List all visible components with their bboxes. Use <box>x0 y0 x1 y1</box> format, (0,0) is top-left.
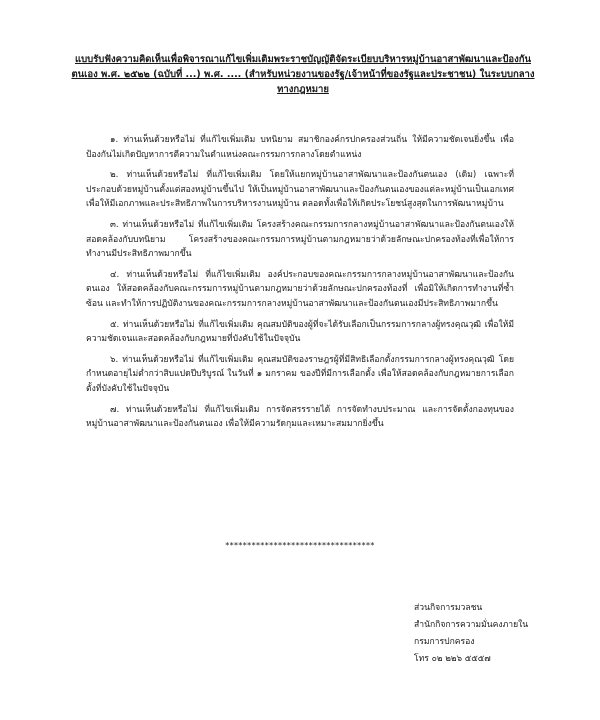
question-item-5: ๕. ท่านเห็นด้วยหรือไม่ ที่แก้ไขเพิ่มเติม คุณสมบัติของผู้ที่จะได้รับเลือกเป็นกรรมการกลางผู้ทรงคุณวุฒิ เพื่อให้มีความชัดเจนและสอดคล้องกับกฎหมายที่บังคับใช้ในปัจจุบัน <box>86 319 514 345</box>
contact-department: กรมการปกครอง <box>414 637 475 647</box>
question-item-6: ๖. ท่านเห็นด้วยหรือไม่ ที่แก้ไขเพิ่มเติม คุณสมบัติของราษฎรผู้ที่มีสิทธิเลือกตั้งกรรมการกลางผู้ทรงคุณวุฒิ โดยกำหนดอายุไม่ต่ำกว่าสิบแปดปีบริบูรณ์ ในวันที่ ๑ มกราคม ของปีที่มีการเลือกตั้ง เพื่อให้สอดคล้องกับกฎหมายการเลือกตั้งที่บังคับใช้ในปัจจุบัน <box>86 354 514 394</box>
contact-block <box>414 600 584 668</box>
divider-stars: ********************************** <box>225 541 375 550</box>
questions-list <box>86 133 514 438</box>
contact-office: สำนักกิจการความมั่นคงภายใน <box>414 620 529 630</box>
contact-phone: โทร ๐๒ ๒๒๖ ๕๕๕๗ <box>414 654 491 664</box>
question-item-3: ๓. ท่านเห็นด้วยหรือไม่ ที่แก้ไขเพิ่มเติม โครงสร้างคณะกรรมการกลางหมู่บ้านอาสาพัฒนาและป้องกันตนเองให้สอดคล้องกับบทนิยาม โครงสร้างของคณะกรรมการหมู่บ้านตามกฎหมายว่าด้วยลักษณะปกครองท้องที่เพื่อให้การทำงานมีประสิทธิภาพมากขึ้น <box>86 219 514 260</box>
question-item-7: ๗. ท่านเห็นด้วยหรือไม่ ที่แก้ไขเพิ่มเติม การจัดสรรรายได้ การจัดทำงบประมาณ และการจัดตั้งกองทุนของหมู่บ้านอาสาพัฒนาและป้องกันตนเอง เพื่อให้มีความรัดกุมและเหมาะสมมากยิ่งขึ้น <box>86 404 514 430</box>
document-title: แบบรับฟังความคิดเห็นเพื่อพิจารณาแก้ไขเพิ่มเติมพระราชบัญญัติจัดระเบียบบริหารหมู่บ้านอาสาพัฒนาและป้องกันตนเอง พ.ศ. ๒๕๒๒ (ฉบับที่ ...) พ.ศ. .... (สำหรับหน่วยงานของรัฐ/เจ้าหน้าที่ของรัฐและประชาชน) ในระบบกลางทางกฎหมาย <box>71 54 535 95</box>
question-item-1: ๑. ท่านเห็นด้วยหรือไม่ ที่แก้ไขเพิ่มเติม บทนิยาม สมาชิกองค์กรปกครองส่วนถิ่น ให้มีความชัดเจนยิ่งขึ้น เพื่อป้องกันไม่เกิดปัญหาการตีความในตำแหน่งคณะกรรมการกลางโดยตำแหน่ง <box>86 135 514 160</box>
question-item-2: ๒. ท่านเห็นด้วยหรือไม่ ที่แก้ไขเพิ่มเติม โดยให้แยกหมู่บ้านอาสาพัฒนาและป้องกันตนเอง (เดิม) เฉพาะที่ประกอบด้วยหมู่บ้านตั้งแต่สองหมู่บ้านขึ้นไป ให้เป็นหมู่บ้านอาสาพัฒนาและป้องกันตนเองของแต่ละหมู่บ้านเป็นเอกเทศ เพื่อให้มีเอกภาพและประสิทธิภาพในการบริหารงานหมู่บ้าน ตลอดทั้งเพื่อให้เกิดประโยชน์สูงสุดในการพัฒนาหมู่บ้าน <box>86 170 514 210</box>
contact-division: ส่วนกิจการมวลชน <box>414 603 483 613</box>
question-item-4: ๔. ท่านเห็นด้วยหรือไม่ ที่แก้ไขเพิ่มเติม องค์ประกอบของคณะกรรมการกลางหมู่บ้านอาสาพัฒนาและป้องกันตนเอง ให้สอดคล้องกับคณะกรรมการหมู่บ้านตามกฎหมายว่าด้วยลักษณะปกครองท้องที่ เพื่อมิให้เกิดการทำงานที่ซ้ำซ้อน และทำให้การปฏิบัติงานของคณะกรรมการกลางหมู่บ้านอาสาพัฒนาและป้องกันตนเองมีประสิทธิภาพมากขึ้น <box>86 269 514 309</box>
